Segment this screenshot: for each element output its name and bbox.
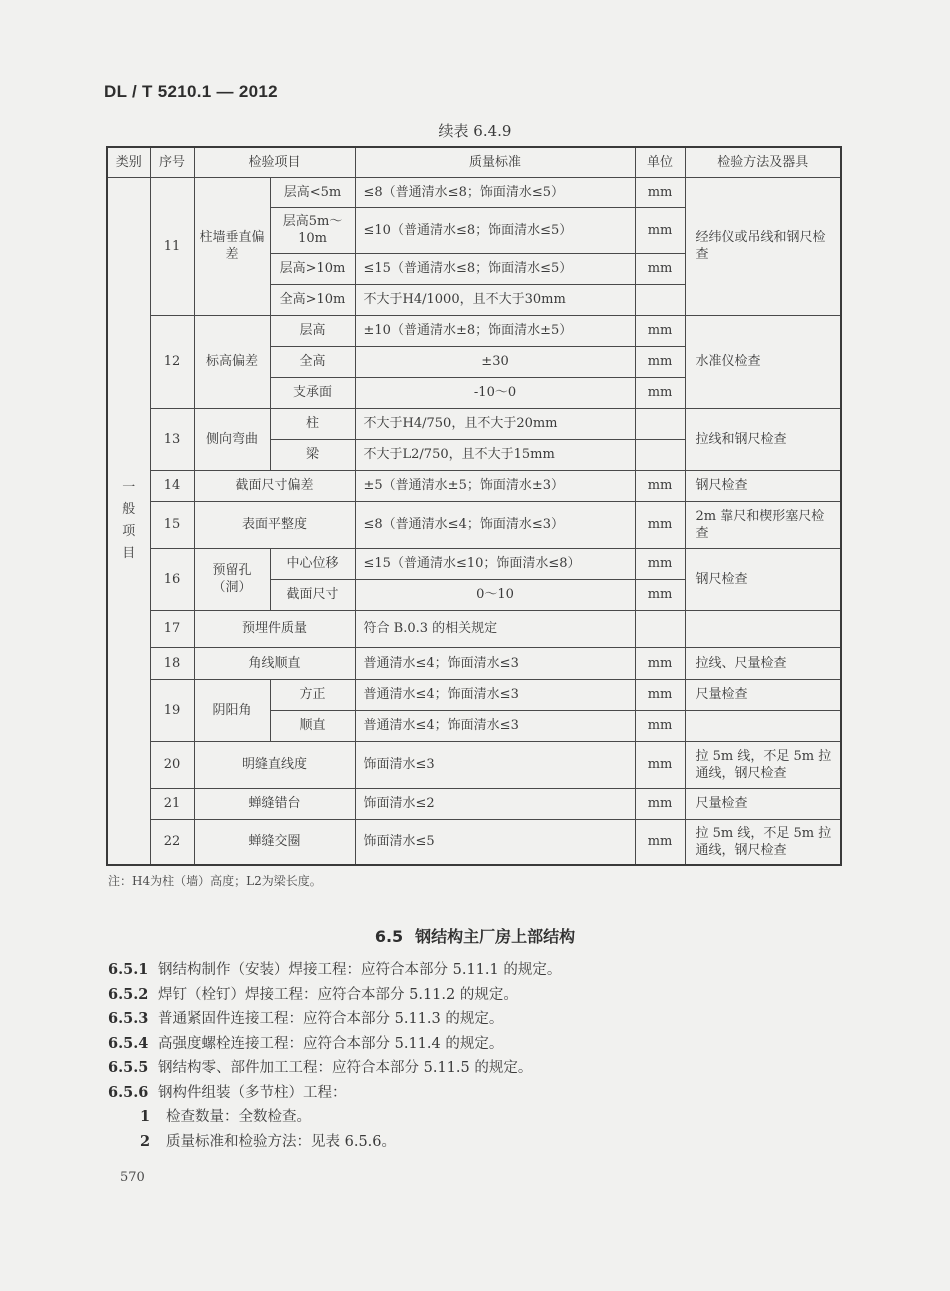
clause-text: 钢结构零、部件加工工程：应符合本部分 5.11.5 的规定。 [158, 1060, 533, 1076]
subitem-cell: 支承面 [270, 377, 355, 408]
subitem-cell: 顺直 [270, 710, 355, 741]
unit-cell: mm [635, 710, 685, 741]
seq-cell: 20 [150, 741, 194, 788]
unit-cell: mm [635, 679, 685, 710]
unit-cell: mm [635, 315, 685, 346]
section-number: 6.5 [374, 927, 404, 946]
quality-standard-table [106, 146, 842, 866]
clause [108, 958, 868, 983]
method-cell: 钢尺检查 [685, 470, 841, 501]
method-cell: 水准仪检查 [685, 315, 841, 408]
seq-cell: 21 [150, 788, 194, 819]
table-row [107, 788, 841, 819]
table-row [107, 177, 841, 207]
header-item: 检验项目 [194, 147, 355, 177]
table-title: 续表 6.4.9 [438, 122, 512, 140]
table-row [107, 741, 841, 788]
clause-text: 高强度螺栓连接工程：应符合本部分 5.11.4 的规定。 [158, 1035, 504, 1052]
method-cell: 2m 靠尺和楔形塞尺检查 [685, 501, 841, 548]
clause-number: 6.5.4 [108, 1034, 149, 1052]
standard-cell: ≤15（普通清水≤8；饰面清水≤5） [355, 253, 635, 284]
method-cell: 拉线、尺量检查 [685, 647, 841, 679]
standard-cell: 普通清水≤4；饰面清水≤3 [355, 647, 635, 679]
table-row [107, 679, 841, 710]
standard-cell: 饰面清水≤5 [355, 819, 635, 865]
clause-number: 6.5.3 [108, 1010, 149, 1027]
sub-item-text: 检查数量：全数检查。 [166, 1109, 311, 1125]
unit-cell: mm [635, 647, 685, 679]
seq-cell: 14 [150, 470, 194, 501]
clause-text: 钢结构制作（安装）焊接工程：应符合本部分 5.11.1 的规定。 [158, 962, 562, 978]
standard-cell: 不大于H4/1000，且不大于30mm [355, 284, 635, 315]
standard-cell: ±10（普通清水±8；饰面清水±5） [355, 315, 635, 346]
item-cell: 预留孔（洞） [194, 548, 270, 610]
sub-item-number: 2 [140, 1132, 151, 1150]
subitem-cell: 层高 [270, 315, 355, 346]
standard-code: DL / T 5210.1 — 2012 [104, 82, 278, 101]
clause-number: 6.5.2 [108, 985, 149, 1003]
unit-cell: mm [635, 207, 685, 253]
unit-cell [635, 610, 685, 647]
method-cell: 经纬仪或吊线和钢尺检查 [685, 177, 841, 315]
clause [108, 983, 868, 1008]
item-cell: 蝉缝错台 [194, 788, 355, 819]
sub-item [108, 1105, 868, 1130]
standard-cell: ≤8（普通清水≤8；饰面清水≤5） [355, 177, 635, 207]
sub-item [108, 1130, 868, 1155]
standard-cell: ≤8（普通清水≤4；饰面清水≤3） [355, 501, 635, 548]
standard-cell: 符合 B.0.3 的相关规定 [355, 610, 635, 647]
seq-cell: 17 [150, 610, 194, 647]
item-cell: 阴阳角 [194, 679, 270, 741]
standard-cell: 不大于H4/750，且不大于20mm [355, 408, 635, 439]
seq-cell: 11 [150, 177, 194, 315]
unit-cell [635, 408, 685, 439]
seq-cell: 13 [150, 408, 194, 470]
method-cell [685, 610, 841, 647]
subitem-cell: 层高>10m [270, 253, 355, 284]
table-note: 注：H4为柱（墙）高度；L2为梁长度。 [108, 874, 322, 888]
clause [108, 1007, 868, 1032]
sub-item-number: 1 [140, 1108, 151, 1125]
sub-item-text: 质量标准和检验方法：见表 6.5.6。 [166, 1133, 397, 1150]
subitem-cell: 方正 [270, 679, 355, 710]
standard-cell: ≤10（普通清水≤8；饰面清水≤5） [355, 207, 635, 253]
clause [108, 1032, 868, 1057]
table-row [107, 548, 841, 579]
table-row [107, 819, 841, 865]
standard-cell: 普通清水≤4；饰面清水≤3 [355, 679, 635, 710]
clause-number: 6.5.5 [108, 1059, 149, 1076]
table-row [107, 501, 841, 548]
standard-cell: ≤15（普通清水≤10；饰面清水≤8） [355, 548, 635, 579]
subitem-cell: 中心位移 [270, 548, 355, 579]
unit-cell: mm [635, 177, 685, 207]
subitem-cell: 梁 [270, 439, 355, 470]
method-cell: 钢尺检查 [685, 548, 841, 610]
subitem-cell: 全高 [270, 346, 355, 377]
header-seq: 序号 [150, 147, 194, 177]
page-number: 570 [120, 1170, 145, 1185]
item-cell: 预埋件质量 [194, 610, 355, 647]
unit-cell: mm [635, 741, 685, 788]
subitem-cell: 全高>10m [270, 284, 355, 315]
table-row [107, 408, 841, 439]
seq-cell: 19 [150, 679, 194, 741]
subitem-cell: 层高<5m [270, 177, 355, 207]
unit-cell: mm [635, 346, 685, 377]
method-cell [685, 710, 841, 741]
standard-cell: ±5（普通清水±5；饰面清水±3） [355, 470, 635, 501]
clause-text: 钢构件组装（多节柱）工程： [158, 1084, 347, 1101]
seq-cell: 15 [150, 501, 194, 548]
clause-number: 6.5.6 [108, 1083, 149, 1101]
clause [108, 1081, 868, 1106]
item-cell: 标高偏差 [194, 315, 270, 408]
unit-cell [635, 439, 685, 470]
standard-cell: ±30 [355, 346, 635, 377]
standard-cell: 不大于L2/750，且不大于15mm [355, 439, 635, 470]
method-cell: 拉线和钢尺检查 [685, 408, 841, 470]
category-cell: 一般项目 [107, 177, 150, 865]
clause-text: 焊钉（栓钉）焊接工程：应符合本部分 5.11.2 的规定。 [158, 986, 518, 1003]
unit-cell: mm [635, 548, 685, 579]
clause-list [108, 958, 868, 1154]
unit-cell: mm [635, 819, 685, 865]
seq-cell: 22 [150, 819, 194, 865]
header-method: 检验方法及器具 [685, 147, 841, 177]
section-title: 钢结构主厂房上部结构 [415, 927, 576, 946]
item-cell: 柱墙垂直偏差 [194, 177, 270, 315]
standard-cell: 饰面清水≤2 [355, 788, 635, 819]
seq-cell: 16 [150, 548, 194, 610]
item-cell: 蝉缝交圈 [194, 819, 355, 865]
item-cell: 表面平整度 [194, 501, 355, 548]
header-unit: 单位 [635, 147, 685, 177]
clause [108, 1056, 868, 1081]
unit-cell: mm [635, 579, 685, 610]
section-heading [0, 924, 950, 947]
unit-cell: mm [635, 253, 685, 284]
seq-cell: 18 [150, 647, 194, 679]
table-row [107, 610, 841, 647]
method-cell: 拉 5m 线，不足 5m 拉通线，钢尺检查 [685, 819, 841, 865]
unit-cell: mm [635, 788, 685, 819]
subitem-cell: 柱 [270, 408, 355, 439]
item-cell: 角线顺直 [194, 647, 355, 679]
standard-cell: 饰面清水≤3 [355, 741, 635, 788]
item-cell: 明缝直线度 [194, 741, 355, 788]
unit-cell: mm [635, 377, 685, 408]
table-row [107, 470, 841, 501]
header-category: 类别 [107, 147, 150, 177]
table-row [107, 315, 841, 346]
table-row [107, 647, 841, 679]
seq-cell: 12 [150, 315, 194, 408]
subitem-cell: 层高5m～10m [270, 207, 355, 253]
table-header-row [107, 147, 841, 177]
standard-cell: 普通清水≤4；饰面清水≤3 [355, 710, 635, 741]
standard-cell: -10～0 [355, 377, 635, 408]
clause-number: 6.5.1 [108, 961, 149, 978]
unit-cell [635, 284, 685, 315]
method-cell: 拉 5m 线，不足 5m 拉通线，钢尺检查 [685, 741, 841, 788]
header-standard: 质量标准 [355, 147, 635, 177]
clause-text: 普通紧固件连接工程：应符合本部分 5.11.3 的规定。 [158, 1011, 504, 1027]
standard-cell: 0～10 [355, 579, 635, 610]
unit-cell: mm [635, 470, 685, 501]
method-cell: 尺量检查 [685, 679, 841, 710]
method-cell: 尺量检查 [685, 788, 841, 819]
subitem-cell: 截面尺寸 [270, 579, 355, 610]
item-cell: 截面尺寸偏差 [194, 470, 355, 501]
item-cell: 侧向弯曲 [194, 408, 270, 470]
unit-cell: mm [635, 501, 685, 548]
